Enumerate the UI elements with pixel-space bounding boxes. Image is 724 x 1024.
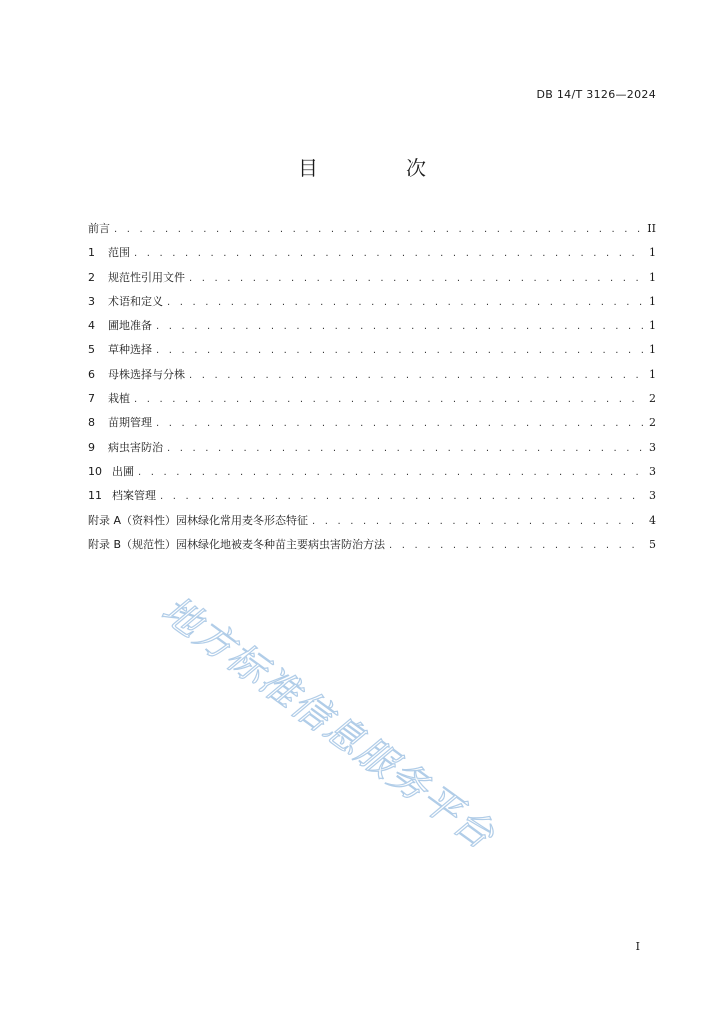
toc-entry-label: 栽植 xyxy=(108,392,130,406)
toc-leader-dots xyxy=(312,512,643,532)
toc-entry-page: 1 xyxy=(649,270,656,284)
toc-entry-label: 病虫害防治 xyxy=(108,440,163,454)
page-number: I xyxy=(635,940,640,953)
toc-entry-page: 1 xyxy=(649,343,656,357)
toc-entry-number: 8 xyxy=(88,416,95,430)
toc-entry-label: 规范性引用文件 xyxy=(108,270,185,284)
toc-leader-dots xyxy=(389,536,643,556)
toc-entry-page: 1 xyxy=(649,367,656,381)
toc-entry-label: 苗期管理 xyxy=(108,416,152,430)
table-of-contents xyxy=(88,219,656,559)
toc-leader-dots xyxy=(156,341,643,361)
toc-entry-appendix-b[interactable] xyxy=(88,535,656,559)
toc-leader-dots xyxy=(167,293,643,313)
toc-entry-page: 2 xyxy=(649,392,656,406)
toc-entry-page: 3 xyxy=(649,464,656,478)
toc-entry-label: 草种选择 xyxy=(108,343,152,357)
toc-entry-label: 术语和定义 xyxy=(108,294,163,308)
toc-entry-foreword[interactable] xyxy=(88,219,656,243)
toc-entry-7[interactable] xyxy=(88,389,656,413)
toc-leader-dots xyxy=(134,390,643,410)
toc-title: 目 次 xyxy=(298,156,460,180)
toc-entry-9[interactable] xyxy=(88,438,656,462)
toc-entry-label: 范围 xyxy=(108,246,130,260)
toc-leader-dots xyxy=(134,244,643,264)
toc-leader-dots xyxy=(138,463,643,483)
toc-entry-page: 4 xyxy=(649,513,656,527)
toc-entry-number: 7 xyxy=(88,392,95,406)
toc-entry-2[interactable] xyxy=(88,268,656,292)
toc-entry-page: 1 xyxy=(649,319,656,333)
toc-entry-page: 5 xyxy=(649,537,656,551)
toc-entry-label: 出圃 xyxy=(112,464,134,478)
toc-entry-8[interactable] xyxy=(88,413,656,437)
toc-leader-dots xyxy=(156,414,643,434)
watermark-text: 地方标准信息服务平台 xyxy=(153,587,504,859)
toc-entry-10[interactable] xyxy=(88,462,656,486)
toc-entry-number: 2 xyxy=(88,270,95,284)
toc-entry-3[interactable] xyxy=(88,292,656,316)
toc-entry-label: 附录 B（规范性）园林绿化地被麦冬种苗主要病虫害防治方法 xyxy=(88,537,386,551)
toc-entry-number: 3 xyxy=(88,294,95,308)
toc-entry-5[interactable] xyxy=(88,340,656,364)
toc-leader-dots xyxy=(189,366,643,386)
toc-entry-1[interactable] xyxy=(88,243,656,267)
toc-entry-page: 2 xyxy=(649,416,656,430)
toc-entry-page: 3 xyxy=(649,440,656,454)
toc-entry-page: 3 xyxy=(649,489,656,503)
toc-entry-number: 11 xyxy=(88,489,102,503)
toc-entry-label: 圃地准备 xyxy=(108,319,152,333)
toc-entry-11[interactable] xyxy=(88,486,656,510)
toc-entry-page: 1 xyxy=(649,246,656,260)
toc-leader-dots xyxy=(167,439,643,459)
toc-leader-dots xyxy=(189,269,643,289)
toc-entry-number: 1 xyxy=(88,246,95,260)
toc-leader-dots xyxy=(160,487,643,507)
toc-entry-appendix-a[interactable] xyxy=(88,511,656,535)
toc-entry-page: 1 xyxy=(649,294,656,308)
toc-entry-label: 母株选择与分株 xyxy=(108,367,185,381)
toc-leader-dots xyxy=(156,317,643,337)
toc-entry-number: 9 xyxy=(88,440,95,454)
toc-entry-number: 10 xyxy=(88,464,102,478)
toc-entry-4[interactable] xyxy=(88,316,656,340)
toc-entry-label: 前言 xyxy=(88,222,110,235)
toc-leader-dots xyxy=(114,220,641,240)
toc-entry-page: II xyxy=(647,222,656,235)
toc-entry-number: 5 xyxy=(88,343,95,357)
toc-entry-6[interactable] xyxy=(88,365,656,389)
toc-entry-number: 4 xyxy=(88,319,95,333)
standard-code: DB 14/T 3126—2024 xyxy=(536,88,656,101)
toc-entry-label: 附录 A（资料性）园林绿化常用麦冬形态特征 xyxy=(88,513,309,527)
toc-entry-label: 档案管理 xyxy=(112,489,156,503)
toc-entry-number: 6 xyxy=(88,367,95,381)
